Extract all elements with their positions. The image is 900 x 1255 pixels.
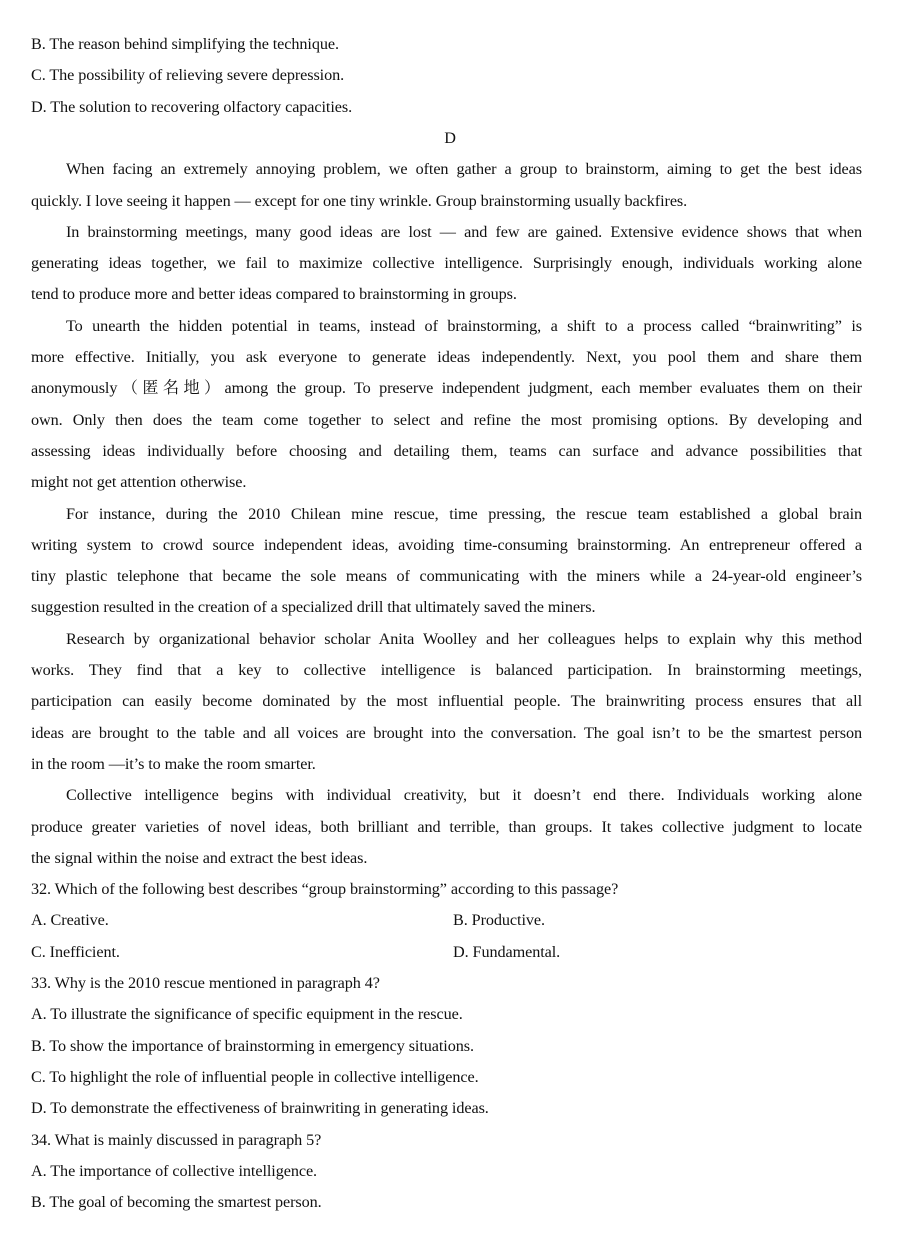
answer-option: D. To demonstrate the effectiveness of brainwriting in generating ideas. [31,1099,489,1117]
answer-option: A. The importance of collective intelligence. [31,1162,318,1180]
paragraph-line: quickly. I love seeing it happen — except for one tiny wrinkle. Group brainstorming usually backfires. [31,192,688,210]
answer-option: B. To show the importance of brainstorming in emergency situations. [31,1037,474,1055]
paragraph-line: writing system to crowd source independent ideas, avoiding time-consuming brainstorming. An entrepreneur offered a [31,536,862,554]
paragraph-line: ideas are brought to the table and all voices are brought into the conversation. The goal isn’t to be the smartest person [31,724,862,742]
paragraph-first-line: In brainstorming meetings, many good ideas are lost — and few are gained. Extensive evidence shows that when [66,223,862,241]
paragraph-first-line: When facing an extremely annoying problem, we often gather a group to brainstorm, aiming to get the best ideas [66,160,862,178]
question-stem: 32. Which of the following best describes “group brainstorming” according to this passage? [31,880,619,898]
paragraph-line: anonymously（匿名地）among the group. To preserve independent judgment, each member evaluates them on their [31,379,862,397]
paragraph-line: own. Only then does the team come together to select and refine the most promising options. By developing and [31,411,862,429]
answer-option: A. To illustrate the significance of specific equipment in the rescue. [31,1005,463,1023]
paragraph-line: tend to produce more and better ideas compared to brainstorming in groups. [31,285,517,303]
paragraph-line: produce greater varieties of novel ideas, both brilliant and terrible, than groups. It takes collective judgment to locate [31,818,862,836]
paragraph-first-line: For instance, during the 2010 Chilean mine rescue, time pressing, the rescue team established a global brain [66,505,862,523]
paragraph-line: assessing ideas individually before choosing and detailing them, teams can surface and advance possibilities that [31,442,862,460]
answer-option: B. Productive. [453,911,545,929]
answer-option: D. Fundamental. [453,943,561,961]
paragraph-line: participation can easily become dominated by the most influential people. The brainwriting process ensures that all [31,692,862,710]
section-title: D [444,129,456,147]
answer-option: B. The goal of becoming the smartest person. [31,1193,322,1211]
paragraph-line: tiny plastic telephone that became the sole means of communicating with the miners while a 24-year-old engineer’s [31,567,862,585]
previous-option: C. The possibility of relieving severe depression. [31,66,345,84]
paragraph-line: the signal within the noise and extract the best ideas. [31,849,368,867]
paragraph-line: suggestion resulted in the creation of a specialized drill that ultimately saved the miners. [31,598,596,616]
paragraph-line: might not get attention otherwise. [31,473,247,491]
paragraph-line: in the room —it’s to make the room smarter. [31,755,316,773]
paragraph-first-line: Research by organizational behavior scholar Anita Woolley and her colleagues helps to explain why this method [66,630,862,648]
answer-option: C. To highlight the role of influential people in collective intelligence. [31,1068,479,1086]
answer-option: C. Inefficient. [31,943,120,961]
paragraph-line: works. They find that a key to collective intelligence is balanced participation. In brainstorming meetings, [31,661,862,679]
paragraph-line: more effective. Initially, you ask everyone to generate ideas independently. Next, you pool them and share them [31,348,862,366]
question-stem: 33. Why is the 2010 rescue mentioned in paragraph 4? [31,974,380,992]
previous-option: B. The reason behind simplifying the technique. [31,35,339,53]
question-stem: 34. What is mainly discussed in paragraph 5? [31,1131,322,1149]
previous-option: D. The solution to recovering olfactory capacities. [31,98,353,116]
paragraph-first-line: To unearth the hidden potential in teams, instead of brainstorming, a shift to a process called “brainwriting” is [66,317,862,335]
answer-option: A. Creative. [31,911,109,929]
paragraph-line: generating ideas together, we fail to maximize collective intelligence. Surprisingly enough, individuals working alone [31,254,862,272]
paragraph-first-line: Collective intelligence begins with individual creativity, but it doesn’t end there. Individuals working alone [66,786,862,804]
